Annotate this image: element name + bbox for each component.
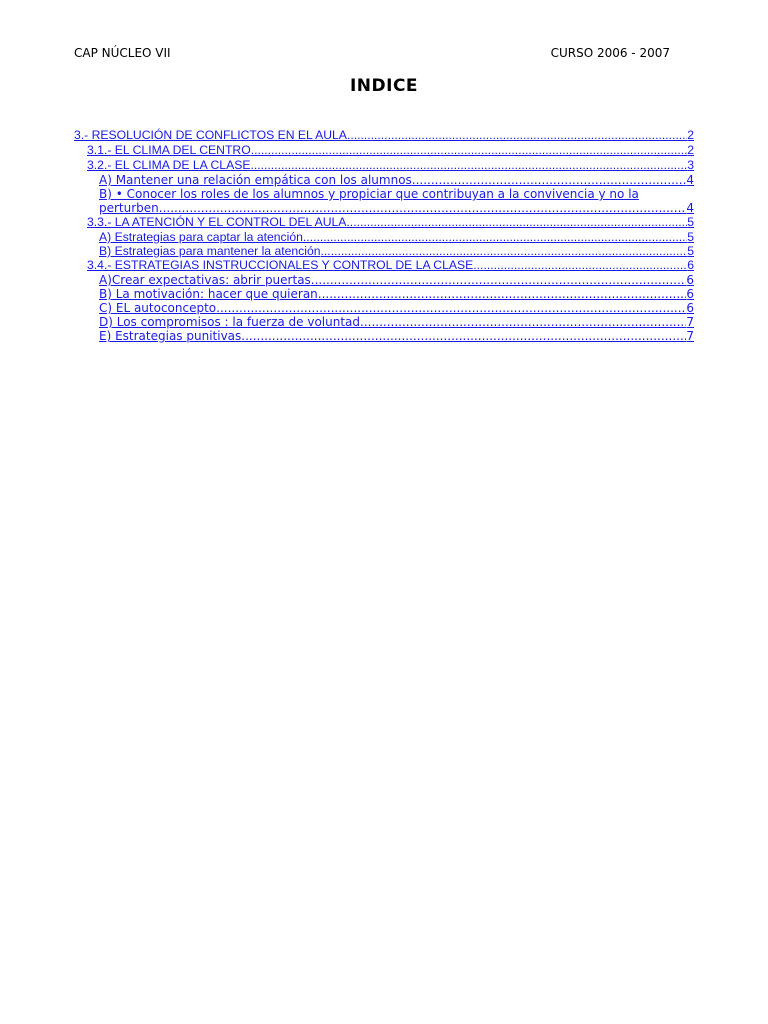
toc-entry-3-3-a[interactable] — [74, 230, 694, 244]
toc-entry-3-4-b[interactable] — [74, 287, 694, 301]
toc-entry-3-2-a[interactable] — [74, 173, 694, 187]
toc-entry-label: A) Mantener una relación empática con los alumnos — [99, 173, 412, 187]
toc-page-number: 5 — [687, 230, 694, 244]
toc-entry-label: A) Estrategias para captar la atención — [99, 230, 303, 244]
toc-leader-dots — [318, 287, 687, 301]
toc-page-number: 4 — [686, 201, 694, 215]
toc-entry-3-4-d[interactable] — [74, 315, 694, 329]
page-header — [74, 46, 670, 60]
toc-page-number: 6 — [687, 258, 694, 272]
toc-entry-label: B) La motivación: hacer que quieran — [99, 287, 318, 301]
toc-entry-3-2[interactable] — [74, 158, 694, 173]
toc-page-number: 3 — [687, 158, 694, 172]
toc-leader-dots — [346, 215, 687, 230]
toc-page-number: 2 — [687, 143, 694, 157]
toc-entry-3-3[interactable] — [74, 215, 694, 230]
table-of-contents — [74, 128, 694, 343]
toc-entry-label: 3.1.- EL CLIMA DEL CENTRO — [87, 143, 251, 157]
toc-leader-dots — [241, 329, 686, 343]
toc-entry-line2 — [99, 201, 694, 215]
toc-entry-3-2-b[interactable] — [74, 187, 694, 215]
toc-leader-dots — [159, 201, 687, 215]
toc-entry-3-4[interactable] — [74, 258, 694, 273]
toc-leader-dots — [250, 158, 687, 173]
toc-entry-label: C) EL autoconcepto — [99, 301, 217, 315]
page-title: INDICE — [349, 76, 419, 96]
toc-page-number: 5 — [687, 215, 694, 229]
toc-page-number: 2 — [687, 128, 694, 142]
toc-entry-label: D) Los compromisos : la fuerza de voluntad — [99, 315, 361, 329]
toc-page-number: 6 — [686, 287, 694, 301]
toc-leader-dots — [251, 143, 688, 158]
toc-entry-label: 3.3.- LA ATENCIÓN Y EL CONTROL DEL AULA — [87, 215, 347, 229]
toc-leader-dots — [216, 301, 686, 315]
toc-entry-3-4-c[interactable] — [74, 301, 694, 315]
toc-leader-dots — [303, 230, 687, 244]
toc-page-number: 4 — [686, 173, 694, 187]
toc-entry-3-4-e[interactable] — [74, 329, 694, 343]
toc-page-number: 6 — [686, 273, 694, 287]
toc-entry-3[interactable] — [74, 128, 694, 143]
toc-entry-label: B) Estrategias para mantener la atención — [99, 244, 321, 258]
toc-entry-label: A)Crear expectativas: abrir puertas — [99, 273, 311, 287]
toc-leader-dots — [321, 244, 688, 258]
toc-entry-label: 3.- RESOLUCIÓN DE CONFLICTOS EN EL AULA — [74, 128, 347, 142]
toc-entry-label-line2: perturben — [99, 201, 159, 215]
toc-page-number: 6 — [686, 301, 694, 315]
toc-leader-dots — [360, 315, 686, 329]
toc-leader-dots — [412, 173, 687, 187]
toc-entry-3-3-b[interactable] — [74, 244, 694, 258]
toc-leader-dots — [311, 273, 687, 287]
toc-entry-3-4-a[interactable] — [74, 273, 694, 287]
toc-entry-label: 3.2.- EL CLIMA DE LA CLASE — [87, 158, 251, 172]
toc-leader-dots — [473, 258, 687, 273]
toc-page-number: 7 — [686, 329, 694, 343]
toc-entry-label: E) Estrategias punitivas — [99, 329, 242, 343]
toc-entry-3-1[interactable] — [74, 143, 694, 158]
toc-leader-dots — [347, 128, 687, 143]
toc-entry-label-line1: B) • Conocer los roles de los alumnos y propiciar que contribuyan a la convivencia y no la — [99, 187, 639, 201]
toc-page-number: 5 — [687, 244, 694, 258]
toc-entry-label: 3.4.- ESTRATEGIAS INSTRUCCIONALES Y CONTROL DE LA CLASE — [87, 258, 474, 272]
toc-page-number: 7 — [686, 315, 694, 329]
header-left-text: CAP NÚCLEO VII — [74, 46, 171, 60]
header-right-text: CURSO 2006 - 2007 — [550, 46, 670, 60]
